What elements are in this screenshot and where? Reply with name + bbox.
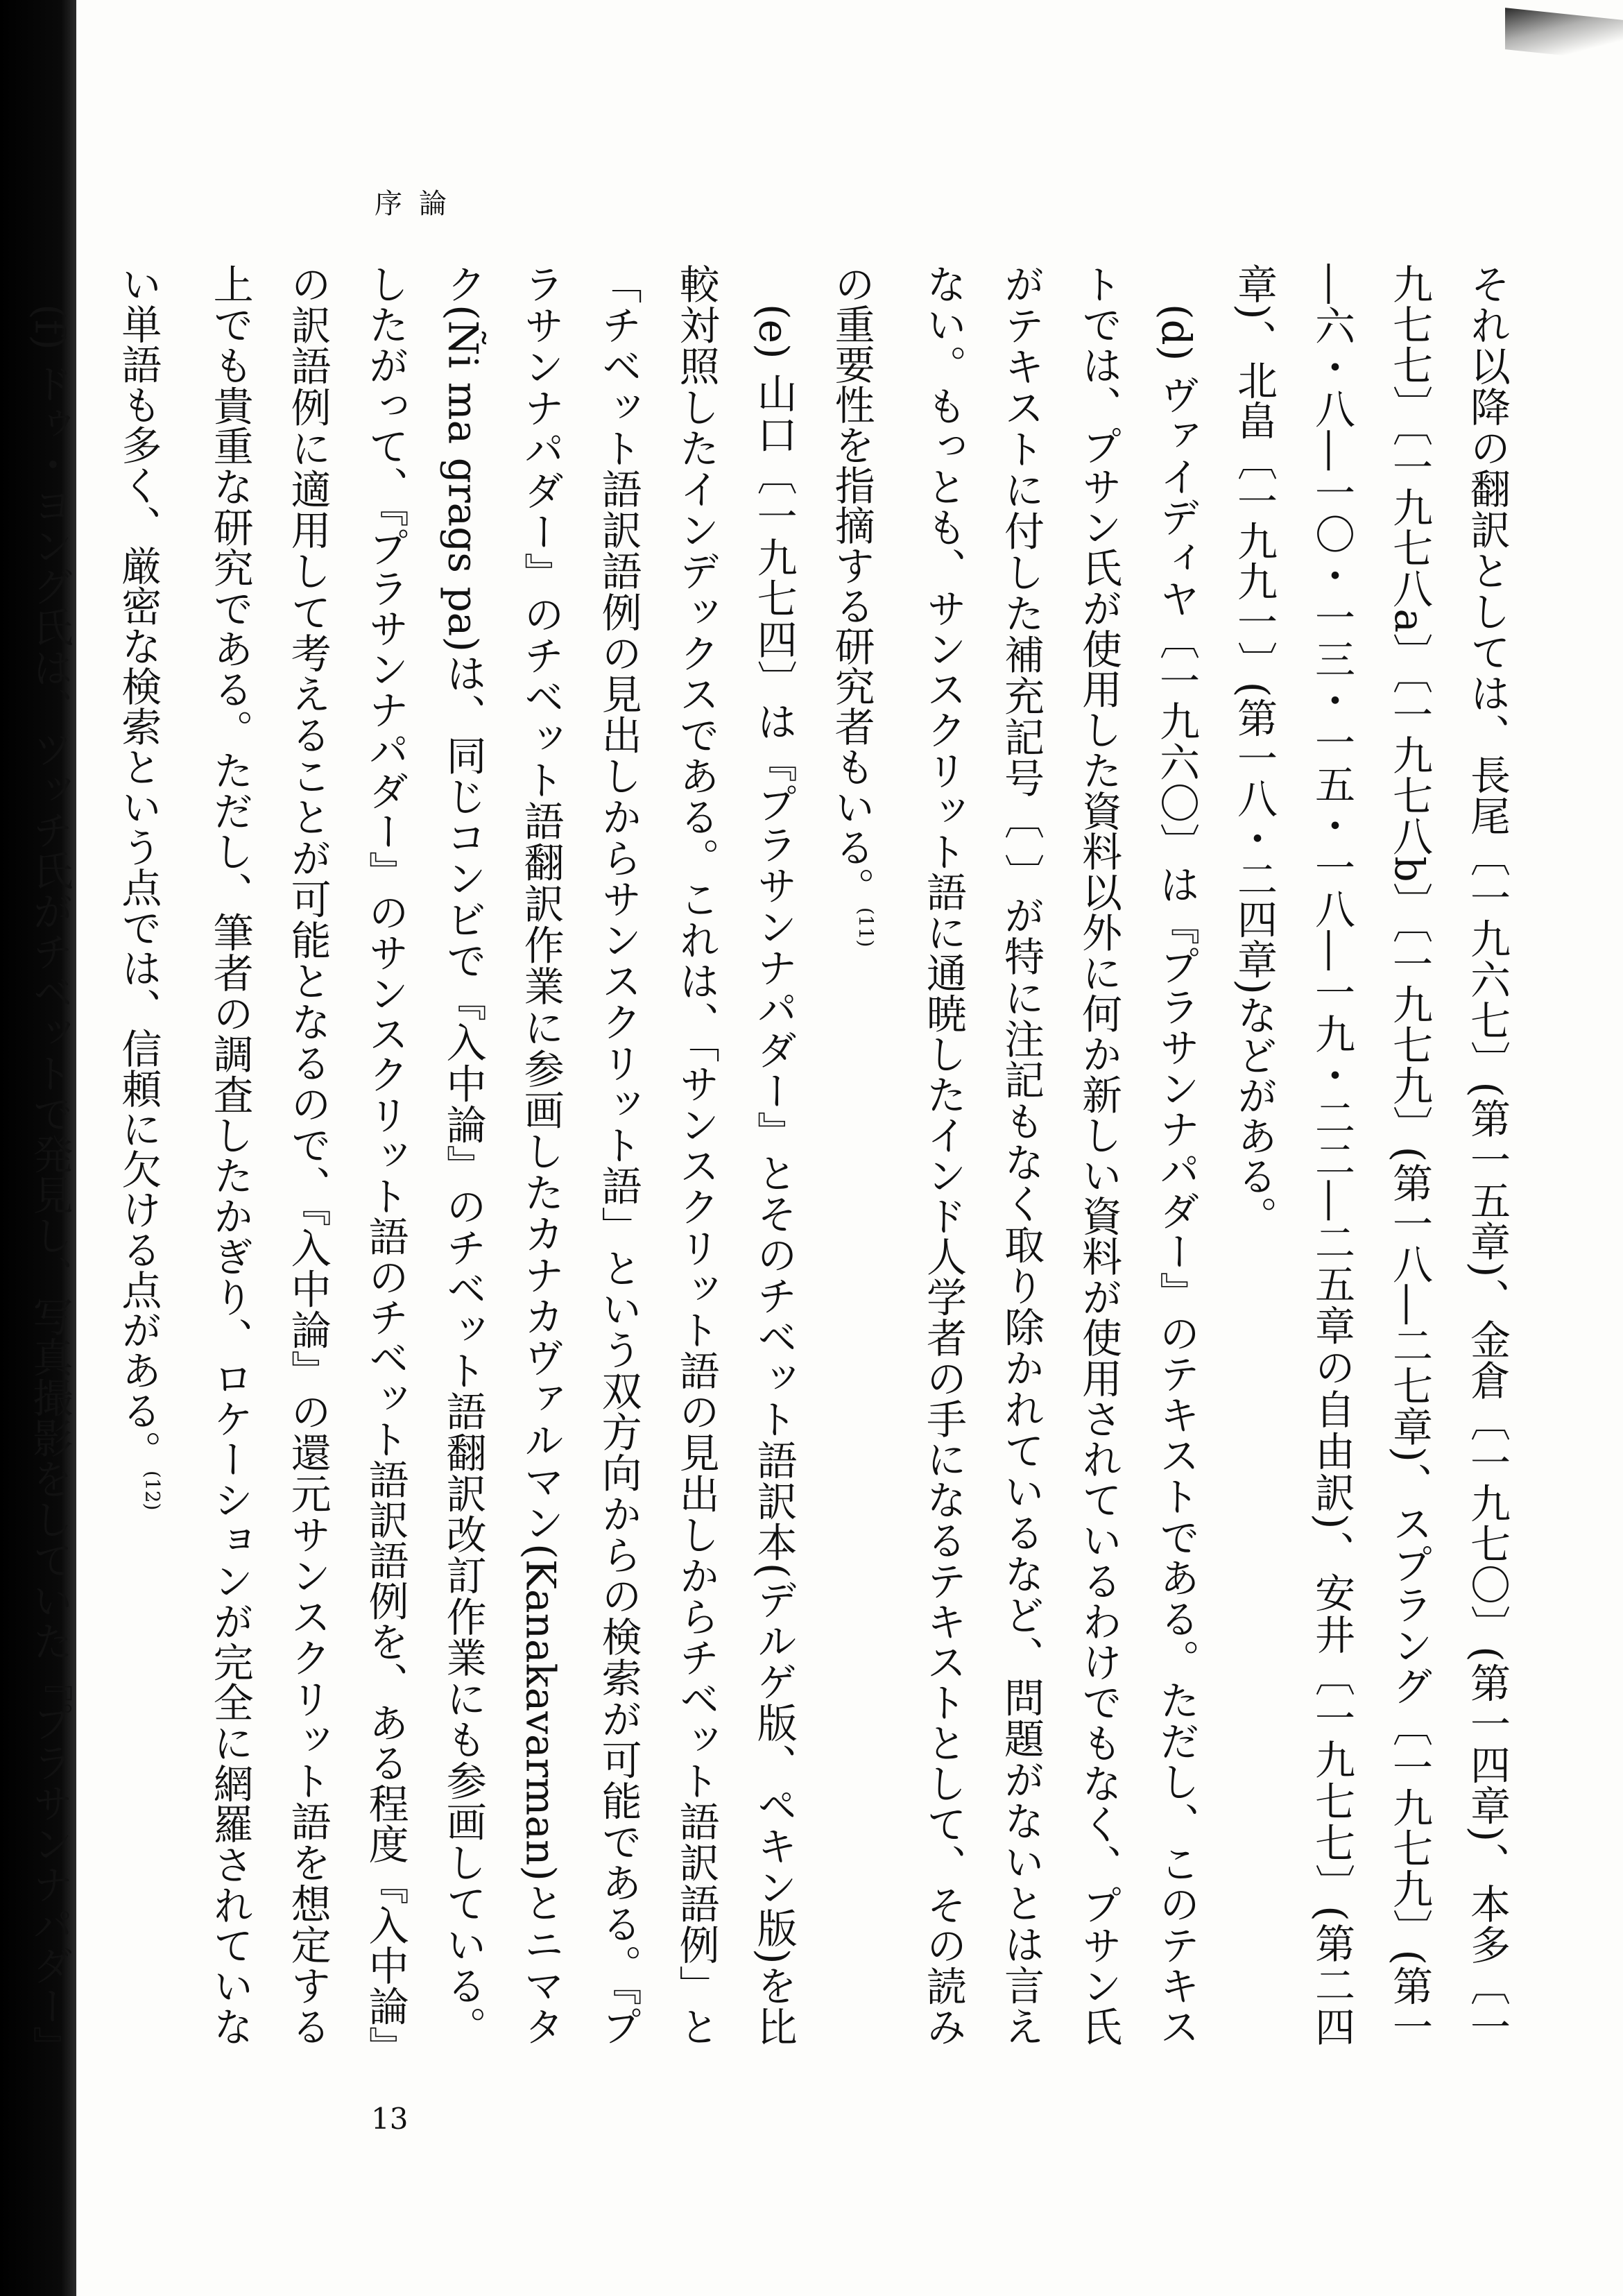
page-number: 13 — [371, 2102, 409, 2136]
note-reference[interactable]: (12) — [141, 1471, 164, 1511]
paragraph-translations — [1215, 264, 1526, 2046]
paragraph-de-jong — [0, 264, 88, 2046]
body-text — [26, 264, 1526, 2046]
paragraph-text: (f) ドゥ・ヨング氏は、ツッチ氏がチベットで発見し、写真撮影をしていた『プラサンナパダー』 — [26, 304, 74, 2046]
paragraph-text: (d) ヴァイディヤ〔一九六〇〕は『プラサンナパダー』のテキストである。ただし、このテキストでは、プサン氏が使用した資料以外に何か新しい資料が使用されているわけでもなく、プサン氏がテキストに付した補充記号〔 〕が特に注記もなく取り除かれているなど、問題がないとは言えない。もっとも、サンスクリット語に通暁したインド人学者の手になるテキストとして、その読みの重要性を指摘する研究者もいる。 — [827, 264, 1200, 2046]
note-reference[interactable]: (11) — [855, 907, 877, 948]
paragraph-text: それ以降の翻訳としては、長尾〔一九六七〕(第一五章)、金倉〔一九七〇〕(第一四章)、本多〔一九七七〕〔一九七八a〕〔一九七八b〕〔一九七九〕(第一八―二七章)、スプラング〔一九七九〕(第一―六・八―一〇・一三・一五・一八―一九・二二―二五章の自由訳)、安井〔一九七七〕(第二四章)、北畠〔一九九一〕(第一八・二四章)などがある。 — [1230, 264, 1511, 2046]
running-head: 序論 — [375, 188, 463, 220]
paragraph-yamaguchi — [99, 264, 812, 2046]
scan-smudge — [1505, 8, 1623, 62]
paragraph-vaidya — [813, 264, 1215, 2046]
paragraph-text: (e) 山口〔一九七四〕は『プラサンナパダー』とそのチベット語訳本(デルゲ版、ペキン版)を比較対照したインデックスである。これは、「サンスクリット語の見出しからチベット語訳語例」と「チベット語訳語例の見出しからサンスクリット語」という双方向からの検索が可能である。『プラサンナパダー』のチベット語翻訳作業に参画したカナカヴァルマン(Kanakavarman)とニマタク(Ñi ma grags pa)は、同じコンビで『入中論』のチベット語翻訳改訂作業にも参画している。したがって、『プラサンナパダー』のサンスクリット語のチベット語訳語例を、ある程度『入中論』の訳語例に適用して考えることが可能となるので、『入中論』の還元サンスクリット語を想定する上でも貴重な研究である。ただし、筆者の調査したかぎり、ロケーションが完全に網羅されていない単語も多く、厳密な検索という点では、信頼に欠ける点がある。 — [114, 264, 798, 2046]
